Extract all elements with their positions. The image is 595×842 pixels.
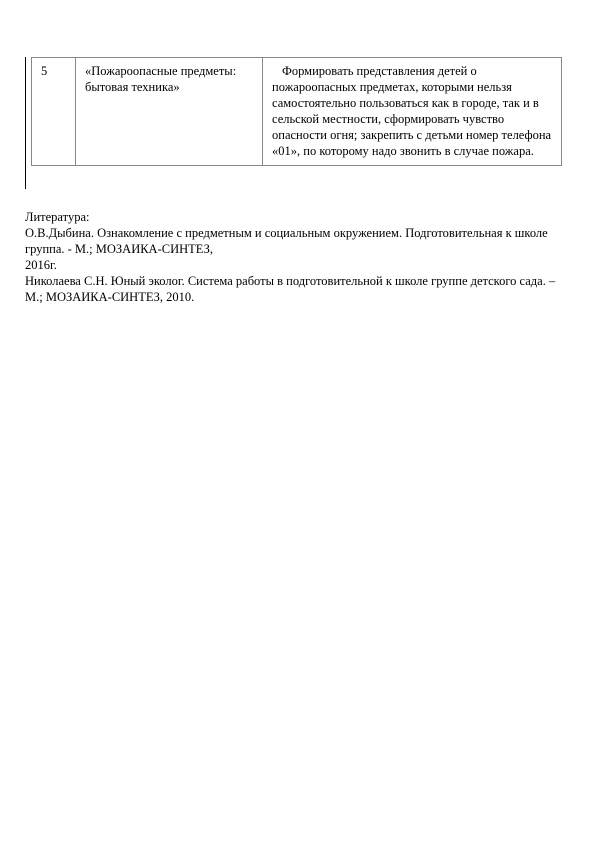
row-topic-cell [76, 58, 263, 166]
lesson-table-frame [25, 57, 565, 191]
literature-heading: Литература: [25, 210, 90, 224]
table-outer-border [25, 57, 26, 189]
row-goal: Формировать представления детей о пожароопасных предметах, которыми нельзя самостоятельно пользоваться как в городе, так и в сельской местности, сформировать чувство опасности огня; закрепить с детьми номер телефона «01», по которому надо звонить в случае пожара. [272, 64, 552, 158]
literature-entry: Николаева С.Н. Юный эколог. Система работы в подготовительной к школе группе детского сада. – М.; МОЗАИКА-СИНТЕЗ, 2010. [25, 274, 556, 304]
table-row [32, 58, 562, 166]
literature-entry: О.В.Дыбина. Ознакомление с предметным и социальным окружением. Подготовительная к школе группа. - М.; МОЗАИКА-СИНТЕЗ, [25, 226, 548, 256]
literature-section [25, 209, 573, 305]
lesson-table [31, 57, 562, 166]
row-goal-cell [263, 58, 562, 166]
row-topic: «Пожароопасные предметы: бытовая техника» [85, 64, 237, 94]
literature-entry: 2016г. [25, 258, 57, 272]
row-number: 5 [41, 64, 48, 78]
row-number-cell [32, 58, 76, 166]
